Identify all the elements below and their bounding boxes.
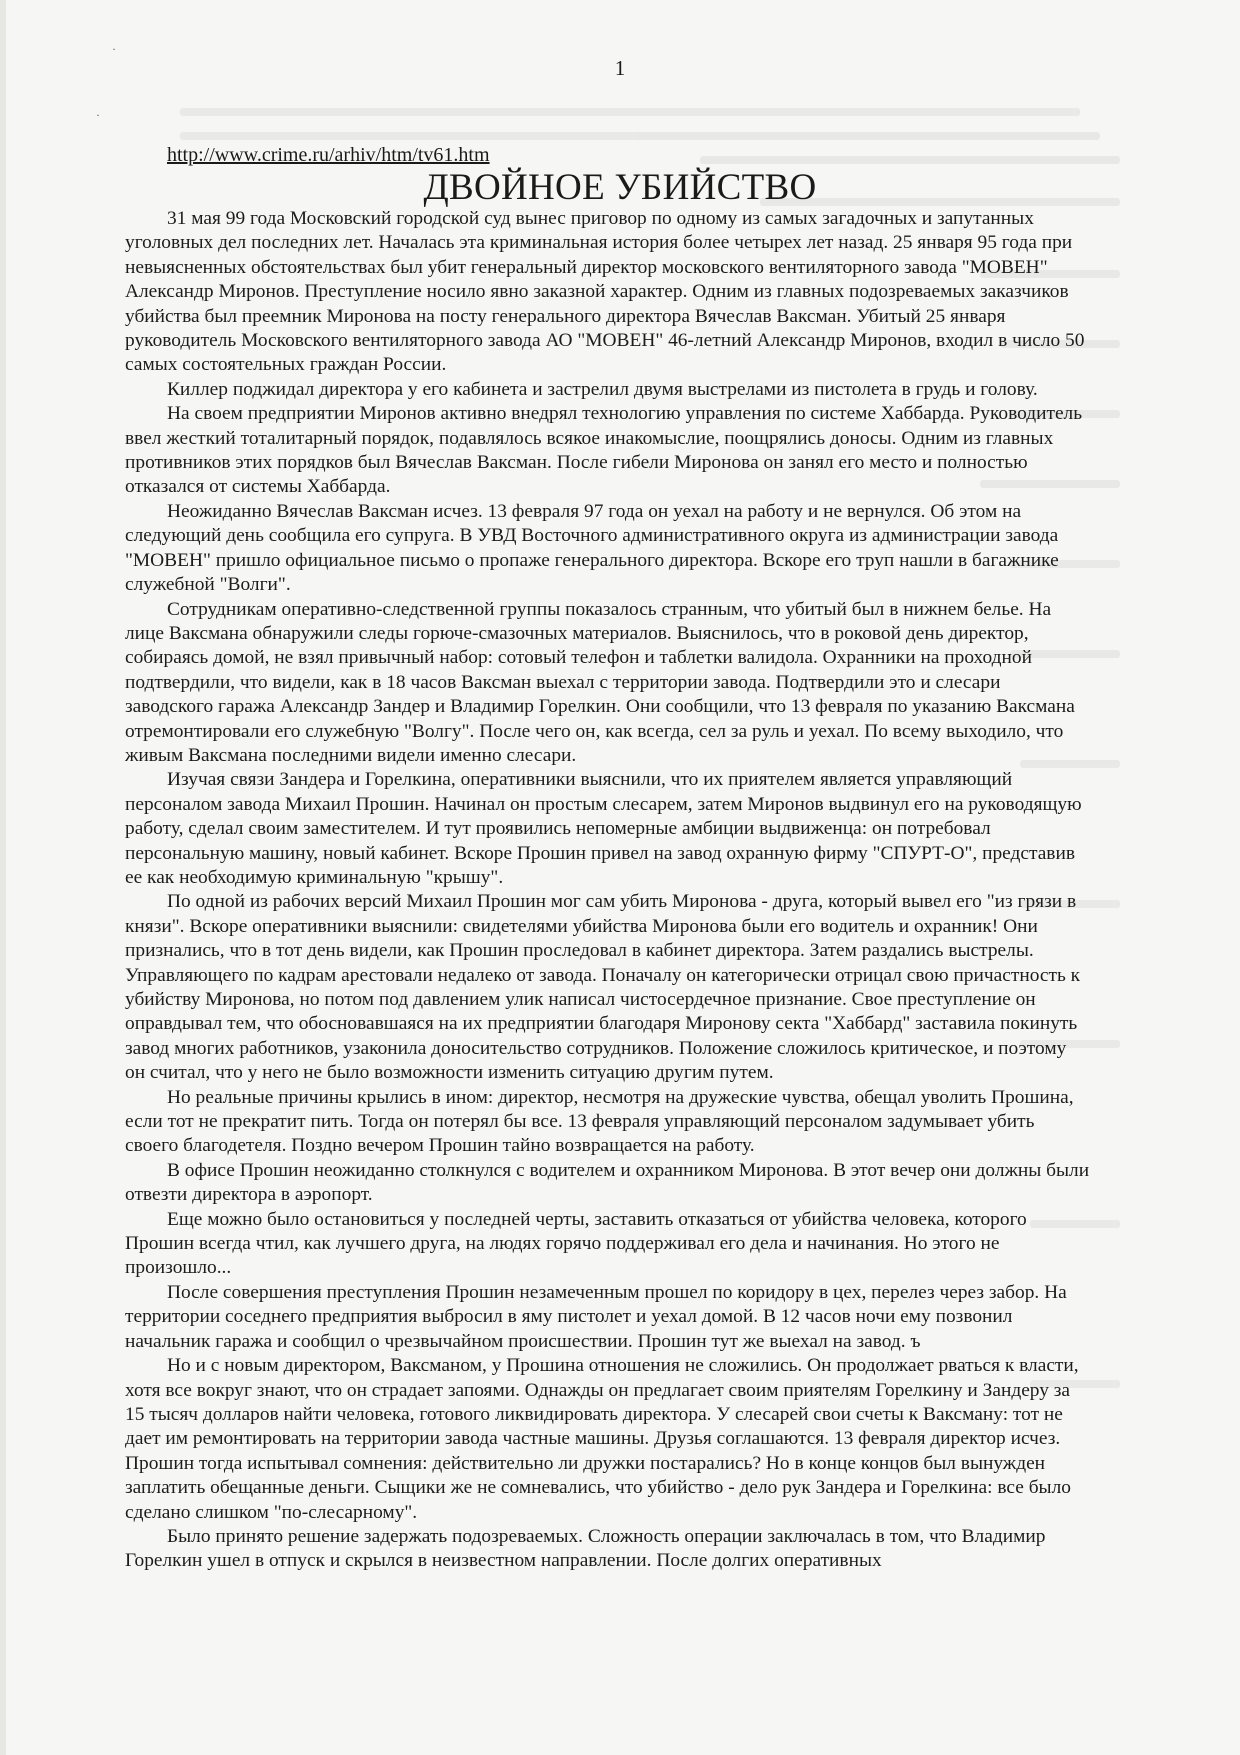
scan-speck: · [96, 108, 100, 122]
paragraph: Было принято решение задержать подозреваемых. Сложность операции заключалась в том, что Владимир Горелкин ушел в отпуск и скрылся в неизвестном направлении. После долгих оперативных [125, 1525, 1046, 1572]
source-url-link[interactable]: http://www.crime.ru/arhiv/htm/tv61.htm [167, 144, 490, 166]
paragraph: Сотрудникам оперативно-следственной группы показалось странным, что убитый был в нижнем белье. На лице Ваксмана обнаружили следы горюче-смазочных материалов. Выяснилось, что в роковой день директор, собираясь домой, не взял привычный набор: сотовый телефон и таблетки валидола. Охранники на проходной подтвердили, что видели, как в 18 часов Ваксман выехал с территории завода. Подтвердили это и слесари заводского гаража Александр Зандер и Владимир Горелкин. Они сообщили, что 13 февраля по указанию Ваксмана отремонтировали его служебную "Волгу". После чего он, как всегда, сел за руль и уехал. По всему выходило, что живым Ваксмана последними видели именно слесари. [125, 598, 1075, 766]
scan-speck: · [112, 42, 116, 56]
paragraph: Но реальные причины крылись в ином: директор, несмотря на дружеские чувства, обещал уволить Прошина, если тот не прекратит пить. Тогда он потерял бы все. 13 февраля управляющий персоналом задумывает убить своего благодетеля. Поздно вечером Прошин тайно возвращается на работу. [125, 1086, 1074, 1157]
paragraph: Неожиданно Вячеслав Ваксман исчез. 13 февраля 97 года он уехал на работу и не вернулся. Об этом на следующий день сообщила его супруга. В УВД Восточного административного округа из администрации завода "МОВЕН" пришло официальное письмо о пропаже генерального директора. Вскоре его труп нашли в багажнике служебной "Волги". [125, 500, 1059, 596]
paragraph: Изучая связи Зандера и Горелкина, оперативники выяснили, что их приятелем является управляющий персоналом завода Михаил Прошин. Начинал он простым слесарем, затем Миронов выдвинул его на руководящую работу, сделал своим заместителем. И тут проявились непомерные амбиции выдвиженца: он потребовал персональную машину, новый кабинет. Вскоре Прошин привел на завод охранную фирму "СПУРТ-О", представив ее как необходимую криминальную "крышу". [125, 769, 1082, 888]
paragraph: В офисе Прошин неожиданно столкнулся с водителем и охранником Миронова. В этот вечер они должны были отвезти директора в аэропорт. [125, 1159, 1090, 1206]
scan-edge [0, 0, 6, 1755]
paragraph: На своем предприятии Миронов активно внедрял технологию управления по системе Хаббарда. Руководитель ввел жесткий тоталитарный порядок, подавлялось всякое инакомыслие, поощрялись доносы. Одним из главных противников этих порядков был Вячеслав Ваксман. После гибели Миронова он занял его место и полностью отказался от системы Хаббарда. [125, 403, 1083, 498]
paragraph: Но и с новым директором, Ваксманом, у Прошина отношения не сложились. Он продолжает рваться к власти, хотя все вокруг знают, что он страдает запоями. Однажды он предлагает своим приятелям Горелкину и Зандеру за 15 тысяч долларов найти человека, готового ликвидировать директора. У слесарей свои счеты к Ваксману: тот не дает им ремонтировать на территории завода частные машины. Друзья соглашаются. 13 февраля директор исчез. Прошин тогда испытывал сомнения: действительно ли дружки постарались? Но в конце концов был вынужден заплатить обещанные деньги. Сыщики же не сомневались, что убийство - дело рук Зандера и Горелкина: все было сделано слишком "по-слесарному". [125, 1355, 1079, 1523]
paragraph: 31 мая 99 года Московский городской суд вынес приговор по одному из самых загадочных и запутанных уголовных дел последних лет. Началась эта криминальная история более четырех лет назад. 25 января 95 года при невыясненных обстоятельствах был убит генеральный директор московского вентиляторного завода "МОВЕН" Александр Миронов. Преступление носило явно заказной характер. Одним из главных подозреваемых заказчиков убийства был преемник Миронова на посту генерального директора Вячеслав Ваксман. Убитый 25 января руководитель Московского вентиляторного завода АО "МОВЕН" 46-летний Александр Миронов, входил в число 50 самых состоятельных граждан России. [125, 208, 1085, 376]
page-number: 1 [614, 56, 626, 80]
document-title: ДВОЙНОЕ УБИЙСТВО [423, 167, 817, 208]
article-body [125, 207, 1091, 1574]
paragraph: Еще можно было остановиться у последней черты, заставить отказаться от убийства человека, которого Прошин всегда чтил, как лучшего друга, на людях горячо поддерживал его дела и начинания. Но этого не произошло... [125, 1208, 1027, 1279]
paragraph: После совершения преступления Прошин незамеченным прошел по коридору в цех, перелез через забор. На территории соседнего предприятия выбросил в яму пистолет и уехал домой. В 12 часов ночи ему позвонил начальник гаража и сообщил о чрезвычайном происшествии. Прошин тут же выехал на завод. ъ [125, 1281, 1067, 1352]
paragraph: Киллер поджидал директора у его кабинета и застрелил двумя выстрелами из пистолета в грудь и голову. [167, 378, 1038, 400]
paragraph: По одной из рабочих версий Михаил Прошин мог сам убить Миронова - друга, который вывел его "из грязи в князи". Вскоре оперативники выяснили: свидетелями убийства Миронова были его водитель и охранник! Они признались, что в тот день видели, как Прошин проследовал в кабинет директора. Затем раздались выстрелы. Управляющего по кадрам арестовали недалеко от завода. Поначалу он категорически отрицал свою причастность к убийству Миронова, но потом под давлением улик написал чистосердечное признание. Свое преступление он оправдывал тем, что обосновавшаяся на их предприятии благодаря Миронову секта "Хаббард" заставила покинуть завод многих работников, узаконила доносительство сотрудников. Положение сложилось критическое, и поэтому он считал, что у него не было возможности изменить ситуацию другим путем. [125, 891, 1081, 1084]
